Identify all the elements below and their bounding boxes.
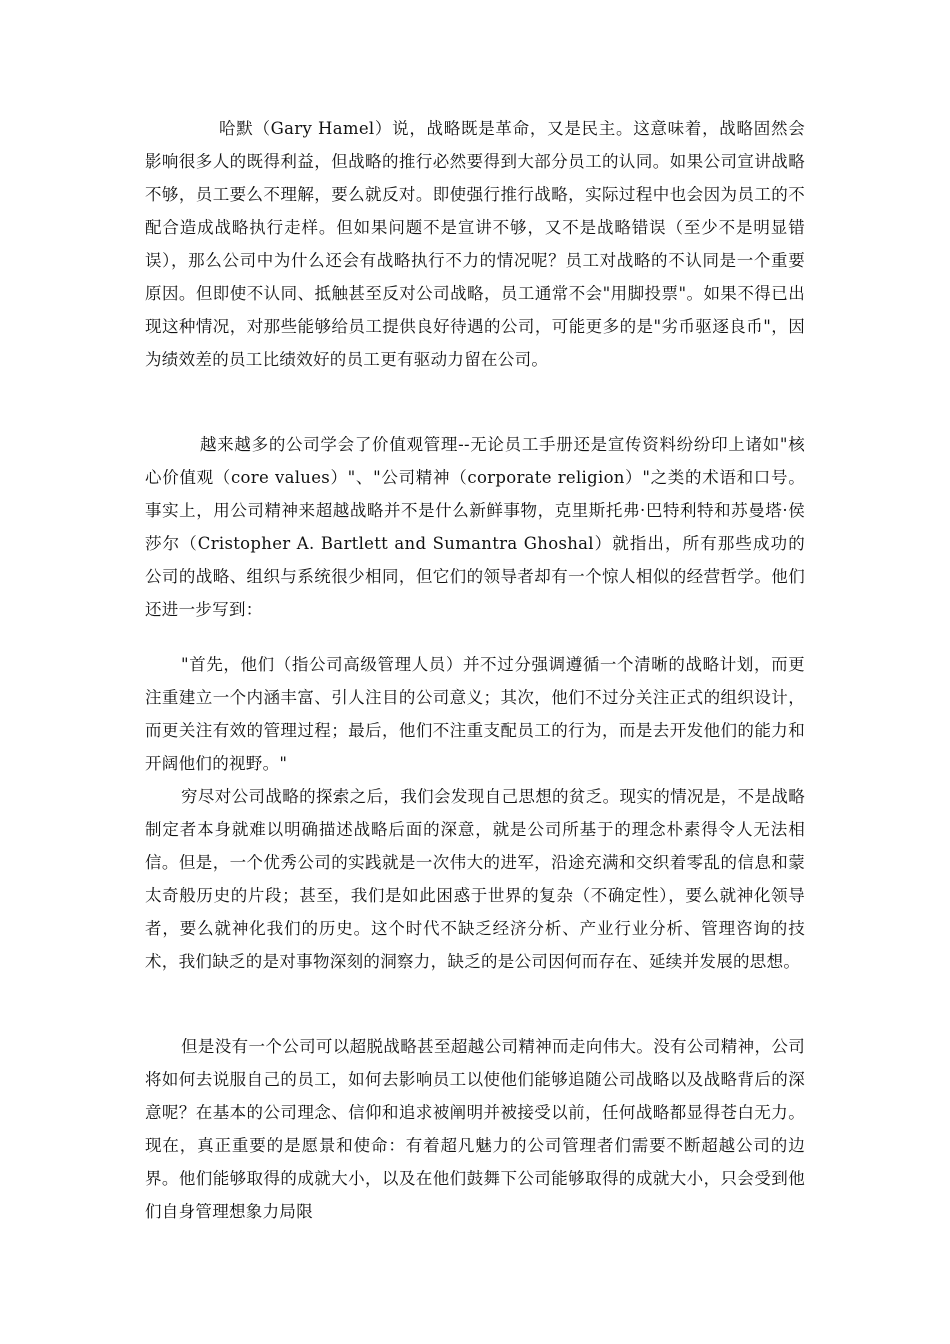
paragraph-exploration: 穷尽对公司战略的探索之后，我们会发现自己思想的贫乏。现实的情况是，不是战略制定者本身就难以明确描述战略后面的深意，就是公司所基于的理念朴素得令人无法相信。但是，一个优秀公司的实践就是一次伟大的进军，沿途充满和交织着零乱的信息和蒙太奇般历史的片段；甚至，我们是如此困惑于世界的复杂（不确定性），要么就神化领导者，要么就神化我们的历史。这个时代不缺乏经济分析、产业行业分析、管理咨询的技术，我们缺乏的是对事物深刻的洞察力，缺乏的是公司因何而存在、延续并发展的思想。: [145, 787, 805, 971]
paragraph-hamel: 哈默（Gary Hamel）说，战略既是革命，又是民主。这意味着，战略固然会影响很多人的既得利益，但战略的推行必然要得到大部分员工的认同。如果公司宣讲战略不够，员工要么不理解，要么就反对。即使强行推行战略，实际过程中也会因为员工的不配合造成战略执行走样。但如果问题不是宣讲不够，又不是战略错误（至少不是明显错误），那么公司中为什么还会有战略执行不力的情况呢？员工对战略的不认同是一个重要原因。但即使不认同、抵触甚至反对公司战略，员工通常不会"用脚投票"。如果不得已出现这种情况，对那些能够给员工提供良好待遇的公司，可能更多的是"劣币驱逐良币"，因为绩效差的员工比绩效好的员工更有驱动力留在公司。: [145, 119, 805, 369]
paragraph-values: 越来越多的公司学会了价值观管理--无论员工手册还是宣传资料纷纷印上诸如"核心价值观（core values）"、"公司精神（corporate religion）"之类的术语和口号。事实上，用公司精神来超越战略并不是什么新鲜事物，克里斯托弗·巴特利特和苏曼塔·侯莎尔（Cristopher A. Bartlett and Sumantra Ghoshal）就指出，所有那些成功的公司的战略、组织与系统很少相同，但它们的领导者却有一个惊人相似的经营哲学。他们还进一步写到：: [145, 435, 805, 619]
paragraph-greatness: 但是没有一个公司可以超脱战略甚至超越公司精神而走向伟大。没有公司精神，公司将如何去说服自己的员工，如何去影响员工以使他们能够追随公司战略以及战略背后的深意呢？在基本的公司理念、信仰和追求被阐明并被接受以前，任何战略都显得苍白无力。现在，真正重要的是愿景和使命：有着超凡魅力的公司管理者们需要不断超越公司的边界。他们能够取得的成就大小，以及在他们鼓舞下公司能够取得的成就大小，只会受到他们自身管理想象力局限: [145, 1037, 805, 1221]
paragraph-quote: "首先，他们（指公司高级管理人员）并不过分强调遵循一个清晰的战略计划，而更注重建立一个内涵丰富、引人注目的公司意义；其次，他们不过分关注正式的组织设计，而更关注有效的管理过程；最后，他们不注重支配员工的行为，而是去开发他们的能力和开阔他们的视野。": [145, 655, 805, 773]
